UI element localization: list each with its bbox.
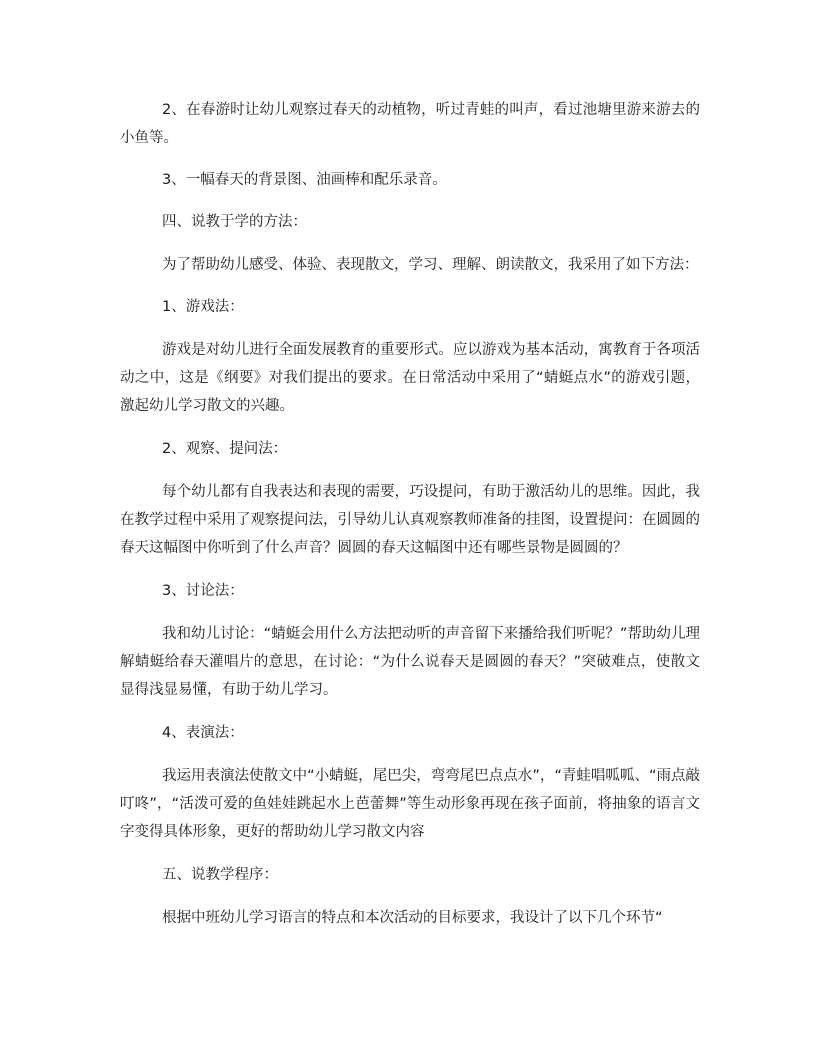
method-heading-1: 1、游戏法： — [162, 299, 244, 315]
paragraph-procedure-intro: 根据中班幼儿学习语言的特点和本次活动的目标要求，我设计了以下几个环节“ — [162, 910, 663, 926]
paragraph-preparation-3: 3、一幅春天的背景图、油画棒和配乐录音。 — [162, 172, 447, 188]
paragraph-performance-method: 我运用表演法使散文中“小蜻蜓，尾巴尖，弯弯尾巴点点水”，“青蛙唱呱呱、“雨点敲叮咚”，“活泼可爱的鱼娃娃跳起水上芭蕾舞”等生动形象再现在孩子面前，将抽象的语言文字变得具体形象，更好的帮助幼儿学习散文内容 — [120, 768, 700, 840]
section-heading-4: 四、说教于学的方法： — [162, 214, 307, 230]
method-heading-4: 4、表演法： — [162, 725, 244, 741]
paragraph-preparation-2: 2、在春游时让幼儿观察过春天的动植物，听过青蛙的叫声，看过池塘里游来游去的小鱼等。 — [120, 102, 700, 146]
paragraph-game-method: 游戏是对幼儿进行全面发展教育的重要形式。应以游戏为基本活动，寓教育于各项活动之中，这是《纲要》对我们提出的要求。在日常活动中采用了“蜻蜓点水”的游戏引题，激起幼儿学习散文的兴趣。 — [120, 342, 700, 414]
method-heading-2: 2、观察、提问法： — [162, 441, 288, 457]
paragraph-methods-intro: 为了帮助幼儿感受、体验、表现散文，学习、理解、朗读散文，我采用了如下方法： — [162, 257, 699, 273]
paragraph-observation-method: 每个幼儿都有自我表达和表现的需要，巧设提问，有助于激活幼儿的思维。因此，我在教学过程中采用了观察提问法，引导幼儿认真观察教师准备的挂图，设置提问：在圆圆的春天这幅图中你听到了什么声音？圆圆的春天这幅图中还有哪些景物是圆圆的？ — [120, 484, 700, 556]
paragraph-discussion-method: 我和幼儿讨论：“蜻蜓会用什么方法把动听的声音留下来播给我们听呢？”帮助幼儿理解蜻蜓给春天灌唱片的意思，在讨论：“为什么说春天是圆圆的春天？”突破难点，使散文显得浅显易懂，有助于幼儿学习。 — [120, 626, 700, 698]
method-heading-3: 3、讨论法： — [162, 583, 244, 599]
section-heading-5: 五、说教学程序： — [162, 867, 278, 883]
